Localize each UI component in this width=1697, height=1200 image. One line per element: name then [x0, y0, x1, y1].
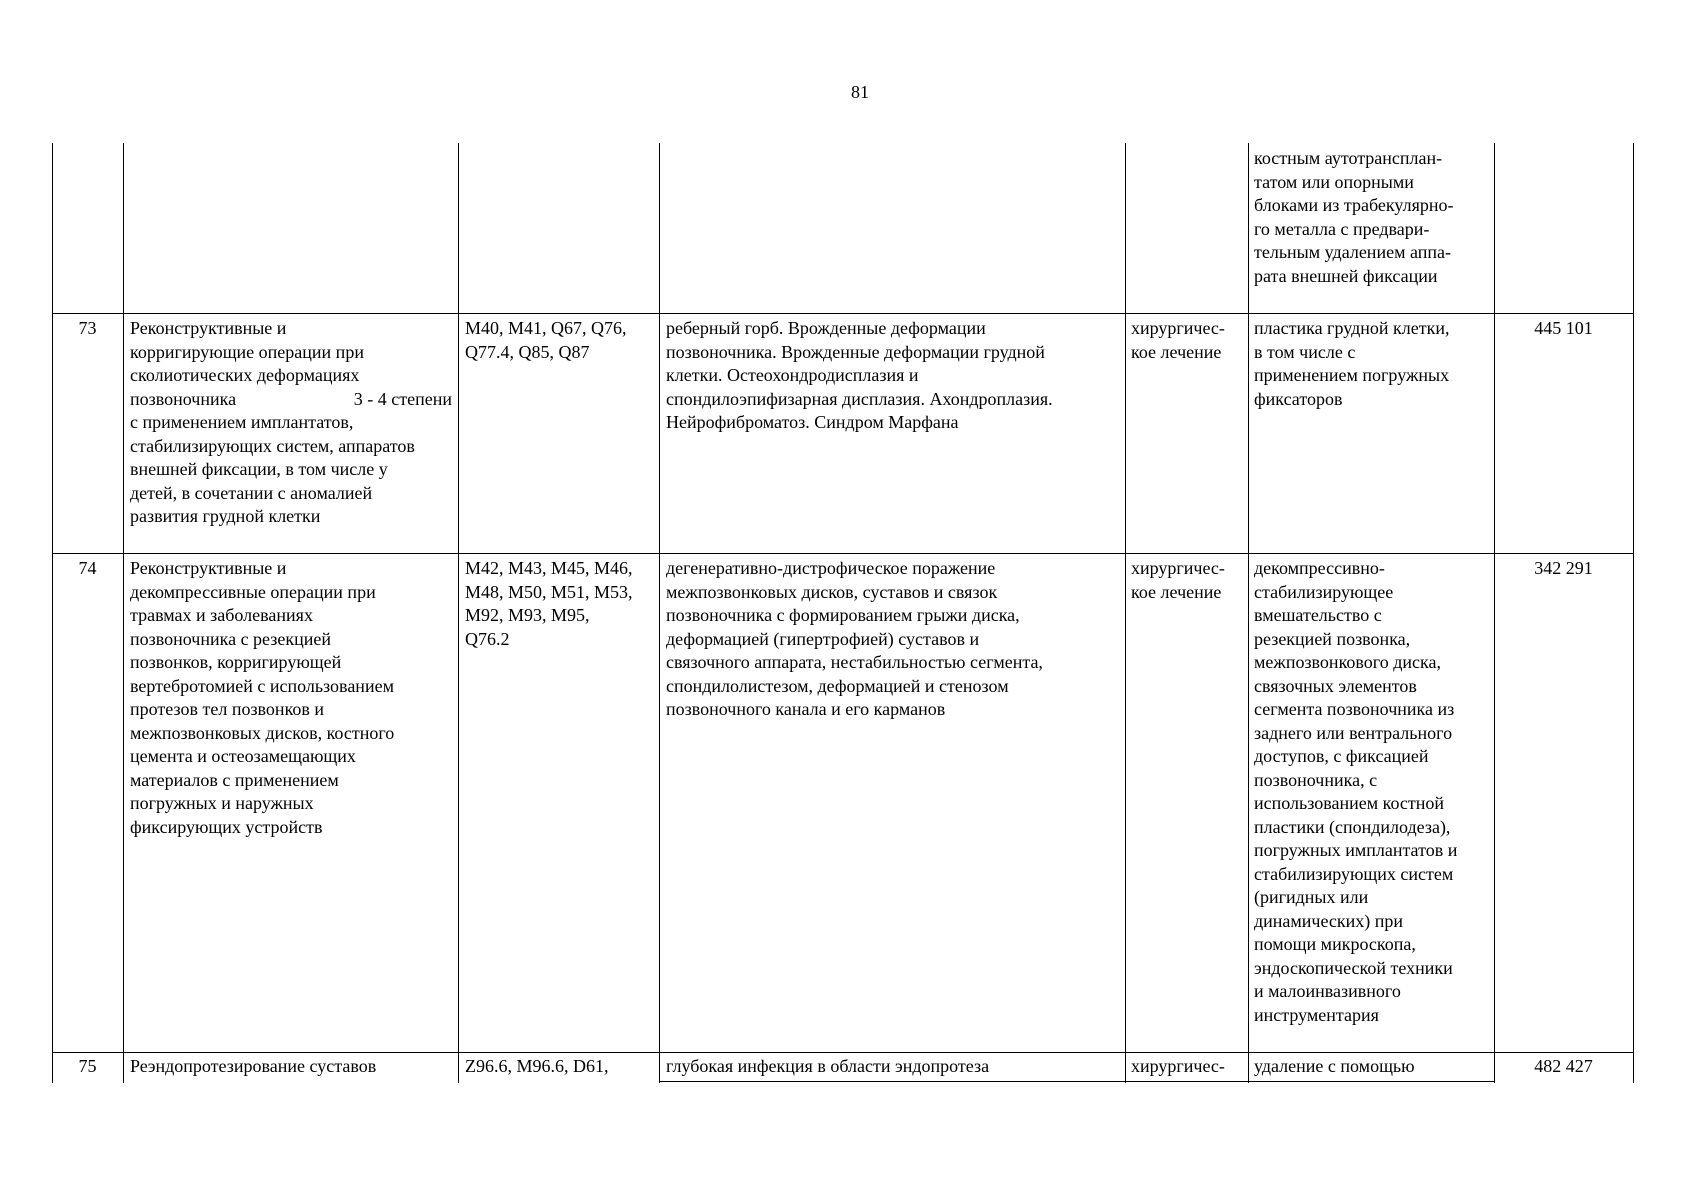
text-line: развития грудной клетки [130, 506, 321, 526]
treatment-method-cell [1254, 1055, 1415, 1079]
text-line: кое лечение [1131, 581, 1222, 602]
text-line: погружных и наружных [130, 793, 314, 813]
text-line: хирургичес- [1131, 558, 1225, 578]
col-line-5 [1248, 143, 1249, 1083]
text-line: рата внешней фиксации [1254, 265, 1438, 286]
text-line: (ригидных или [1254, 887, 1369, 907]
text-line: цемента и остеозамещающих [130, 746, 356, 766]
operation-name-cell [130, 557, 394, 839]
text-part: 3 - 4 степени [353, 388, 452, 409]
text-line: пластики (спондилодеза), [1254, 816, 1451, 837]
text-line-justified [130, 388, 452, 412]
treatment-type-cell [1131, 557, 1225, 604]
text-line: связочных элементов [1254, 675, 1417, 696]
text-line: инструментария [1254, 1004, 1379, 1025]
row-line-74 [52, 553, 1634, 554]
text-line: доступов, с фиксацией [1254, 746, 1429, 766]
text-line: декомпрессивно- [1254, 558, 1385, 578]
operation-name-cell [130, 317, 452, 529]
text-line: пластика грудной клетки, [1254, 318, 1450, 338]
diagnosis-codes-cell [465, 1055, 609, 1079]
text-line: фиксирующих устройств [130, 816, 323, 837]
text-line: Реконструктивные и [130, 318, 287, 338]
text-line: декомпрессивные операции при [130, 581, 376, 602]
text-line: хирургичес- [1131, 1056, 1225, 1076]
text-line: динамических) при [1254, 910, 1404, 931]
text-line: позвоночного канала и его карманов [666, 699, 946, 719]
text-line: тельным удалением аппа- [1254, 242, 1451, 262]
text-line: глубокая инфекция в области эндопротеза [666, 1056, 990, 1076]
text-line: стабилизирующих систем, аппаратов [130, 435, 415, 456]
text-line: спондилоэпифизарная дисплазия. Ахондроплазия. [666, 388, 1053, 409]
text-line: погружных имплантатов и [1254, 840, 1458, 860]
price-cell: 445 101 [1534, 318, 1593, 338]
col-line-6 [1494, 143, 1495, 1083]
text-part: позвоночника [130, 388, 237, 409]
text-line: эндоскопической техники [1254, 957, 1453, 978]
patient-model-cell [666, 1055, 989, 1079]
text-line: межпозвонковых дисков, суставов и связок [666, 581, 998, 602]
text-line: корригирующие операции при [130, 341, 364, 362]
col-line-1 [123, 143, 124, 1083]
text-line: M92, M93, M95, [465, 605, 590, 625]
operation-name-cell [130, 1055, 376, 1079]
text-line: спондилолистезом, деформацией и стенозом [666, 675, 1009, 696]
row-line-75 [52, 1052, 1634, 1053]
text-line: клетки. Остеохондродисплазия и [666, 365, 919, 385]
diagnosis-codes-cell [465, 557, 633, 651]
price-cell: 482 427 [1534, 1056, 1593, 1076]
text-line: межпозвонкового диска, [1254, 652, 1441, 672]
text-line: позвонков, корригирующей [130, 652, 342, 672]
col-line-left [52, 143, 53, 1083]
text-line: травмах и заболеваниях [130, 605, 313, 625]
text-line: сколиотических деформациях [130, 365, 360, 385]
diagnosis-codes-cell [465, 317, 627, 364]
price-cell: 342 291 [1534, 558, 1593, 578]
text-line: материалов с применением [130, 769, 339, 790]
col-line-right [1633, 143, 1634, 1083]
text-line: M48, M50, M51, M53, [465, 581, 633, 602]
text-line: хирургичес- [1131, 318, 1225, 338]
row-number: 74 [78, 558, 97, 578]
text-line: M42, M43, M45, M46, [465, 558, 633, 578]
continuation-method-cell [1254, 147, 1454, 288]
text-line: M40, M41, Q67, Q76, [465, 318, 627, 338]
text-line: Реконструктивные и [130, 558, 287, 578]
text-line: татом или опорными [1254, 171, 1414, 192]
text-line: фиксаторов [1254, 388, 1343, 409]
text-line: Реэндопротезирование суставов [130, 1056, 377, 1076]
text-line: деформацией (гипертрофией) суставов и [666, 628, 980, 649]
text-line: позвоночника, с [1254, 769, 1378, 790]
treatment-method-cell [1254, 317, 1449, 411]
text-line: го металла с предвари- [1254, 218, 1430, 239]
text-line: с применением имплантатов, [130, 412, 354, 432]
text-line: применением погружных [1254, 365, 1450, 385]
text-line: в том числе с [1254, 341, 1356, 362]
text-line: блоками из трабекулярно- [1254, 195, 1454, 215]
text-line: стабилизирующее [1254, 581, 1394, 602]
text-line: протезов тел позвонков и [130, 699, 325, 719]
text-line: позвоночника с формированием грыжи диска, [666, 605, 1020, 625]
text-line: Z96.6, M96.6, D61, [465, 1056, 609, 1076]
text-line: дегенеративно-дистрофическое поражение [666, 558, 996, 578]
row-line-73 [52, 313, 1634, 314]
text-line: позвоночника с резекцией [130, 628, 331, 649]
row-number: 75 [78, 1056, 97, 1076]
text-line: детей, в сочетании с аномалией [130, 482, 373, 503]
text-line: использованием костной [1254, 793, 1445, 813]
text-line: сегмента позвоночника из [1254, 699, 1455, 719]
treatment-method-cell [1254, 557, 1457, 1027]
text-line: вмешательство с [1254, 605, 1382, 625]
text-line: позвоночника. Врожденные деформации грудной [666, 341, 1045, 362]
text-line: кое лечение [1131, 341, 1222, 362]
treatment-type-cell [1131, 1055, 1225, 1079]
text-line: внешней фиксации, в том числе у [130, 459, 388, 479]
text-line: помощи микроскопа, [1254, 934, 1416, 954]
text-line: связочного аппарата, нестабильностью сегмента, [666, 652, 1043, 672]
row-number: 73 [78, 318, 97, 338]
text-line: удаление с помощью [1254, 1056, 1415, 1076]
patient-model-cell [666, 557, 1043, 722]
treatment-type-cell [1131, 317, 1225, 364]
text-line: стабилизирующих систем [1254, 863, 1454, 884]
col-line-3 [659, 143, 660, 1083]
bottom-line-partial [659, 1081, 1495, 1082]
text-line: межпозвонковых дисков, костного [130, 722, 395, 743]
text-line: Нейрофиброматоз. Синдром Марфана [666, 412, 959, 432]
text-line: Q76.2 [465, 628, 510, 649]
text-line: реберный горб. Врожденные деформации [666, 318, 986, 338]
text-line: Q77.4, Q85, Q87 [465, 341, 590, 362]
patient-model-cell [666, 317, 1053, 435]
col-line-4 [1125, 143, 1126, 1083]
col-line-2 [458, 143, 459, 1083]
text-line: резекцией позвонка, [1254, 628, 1411, 649]
text-line: заднего или вентрального [1254, 722, 1453, 743]
text-line: и малоинвазивного [1254, 981, 1401, 1001]
page-number: 81 [851, 82, 869, 102]
text-line: вертебротомией с использованием [130, 675, 394, 696]
text-line: костным аутотрансплан- [1254, 148, 1443, 168]
